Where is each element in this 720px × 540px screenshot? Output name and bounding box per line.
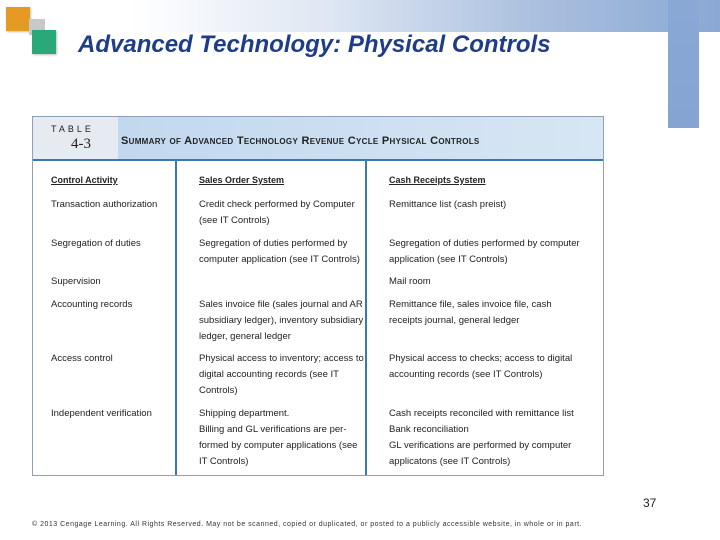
title-fade (630, 32, 668, 77)
table-cell-line: Segregation of duties (51, 238, 141, 249)
table-number: 4-3 (71, 136, 91, 152)
orange-square-decoration (6, 7, 30, 31)
slide-title: Advanced Technology: Physical Controls (78, 31, 551, 58)
table-cell-cash (389, 274, 599, 290)
table-cell-sales (199, 297, 364, 345)
column-divider-2 (365, 161, 367, 475)
table-cell-line: Segregation of duties performed by computer (389, 238, 580, 249)
table-cell-activity (51, 197, 171, 213)
page-number: 37 (643, 496, 657, 510)
table-figure (32, 116, 604, 476)
table-caption: Summary of Advanced Technology Revenue Cycle Physical Controls (121, 135, 480, 147)
table-cell-line: Credit check performed by Computer (199, 199, 355, 210)
table-cell-line: Physical access to checks; access to digital (389, 353, 573, 364)
table-cell-line: Transaction authorization (51, 199, 158, 210)
table-cell-line: Bank reconciliation (389, 424, 469, 435)
table-cell-line: (see IT Controls) (199, 215, 270, 226)
column-header-sales: Sales Order System (199, 175, 285, 185)
table-cell-line: Physical access to inventory; access to (199, 353, 364, 364)
table-cell-sales (199, 236, 361, 268)
copyright-footer: © 2013 Cengage Learning. All Rights Reserved. May not be scanned, copied or duplicated, or posted to a publicly accessible website, in whole or in part. (32, 521, 583, 528)
table-cell-line: applicatons (see IT Controls) (389, 456, 511, 467)
table-cell-line: Cash receipts reconciled with remittance list (389, 408, 574, 419)
table-cell-sales (199, 406, 361, 470)
table-cell-activity (51, 351, 171, 367)
table-cell-line: Independent verification (51, 408, 152, 419)
table-cell-cash (389, 351, 599, 383)
table-cell-line: ledger, general ledger (199, 331, 291, 342)
table-cell-line: formed by computer applications (see (199, 440, 358, 451)
right-accent-bar (668, 0, 699, 128)
table-cell-line: Remittance file, sales invoice file, cash (389, 299, 552, 310)
table-cell-cash (389, 197, 599, 213)
table-cell-line: IT Controls) (199, 456, 249, 467)
table-header-rule (33, 159, 603, 161)
top-gradient-band (0, 0, 720, 32)
table-cell-line: Mail room (389, 276, 431, 287)
table-cell-sales (199, 197, 361, 229)
table-cell-cash (389, 406, 599, 470)
table-cell-line: Sales invoice file (sales journal and AR (199, 299, 363, 310)
table-cell-line: Supervision (51, 276, 101, 287)
table-cell-line: digital accounting records (see IT (199, 369, 339, 380)
table-cell-line: Controls) (199, 385, 238, 396)
table-cell-line: receipts journal, general ledger (389, 315, 520, 326)
column-header-cash: Cash Receipts System (389, 175, 486, 185)
column-divider-1 (175, 161, 177, 475)
table-cell-activity (51, 406, 171, 422)
table-cell-line: GL verifications are performed by computer (389, 440, 572, 451)
table-cell-line: computer application (see IT Controls) (199, 254, 360, 265)
table-cell-line: Billing and GL verifications are per- (199, 424, 347, 435)
table-cell-line: accounting records (see IT Controls) (389, 369, 543, 380)
column-header-activity: Control Activity (51, 175, 118, 185)
green-square-decoration (32, 30, 56, 54)
table-cell-cash (389, 236, 599, 268)
table-cell-line: Shipping department. (199, 408, 290, 419)
table-cell-sales (199, 351, 364, 399)
table-cell-line: subsidiary ledger), inventory subsidiary (199, 315, 364, 326)
table-cell-line: application (see IT Controls) (389, 254, 508, 265)
table-cell-line: Accounting records (51, 299, 133, 310)
table-cell-cash (389, 297, 599, 329)
table-cell-line: Segregation of duties performed by (199, 238, 348, 249)
table-cell-activity (51, 236, 171, 252)
table-cell-line: Remittance list (cash preist) (389, 199, 507, 210)
table-cell-activity (51, 274, 171, 290)
table-label: TABLE (51, 124, 94, 134)
table-cell-activity (51, 297, 171, 313)
table-cell-line: Access control (51, 353, 113, 364)
